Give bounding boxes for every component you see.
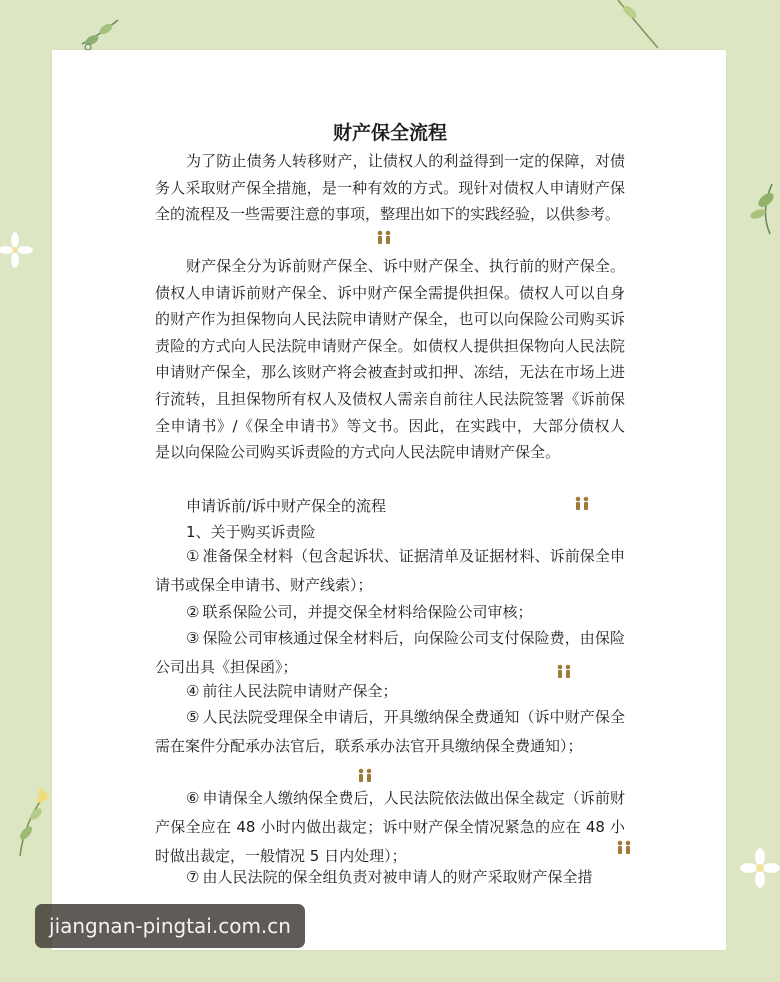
leaf-sprig-icon xyxy=(608,0,668,50)
step-text: 准备保全材料（包含起诉状、证据清单及证据材料、诉前保全申请书或保全申请书、财产线索）； xyxy=(155,547,625,595)
document-title: 财产保全流程 xyxy=(332,122,447,144)
step-text: 申请保全人缴纳保全费后，人民法院依法做出保全裁定（诉前财产保全应在 48 小时内做出裁定；诉中财产保全情况紧急的应在 48 小时做出裁定，一般情况 5 日内处理）； xyxy=(155,789,625,866)
step-item xyxy=(155,784,625,872)
watermark-label: jiangnan-pingtai.com.cn xyxy=(35,904,305,948)
intro-paragraph: 为了防止债务人转移财产，让债权人的利益得到一定的保障，对债务人采取财产保全措施，是一种有效的方式。现针对债权人申请财产保全的流程及一些需要注意的事项，整理出如下的实践经验，以供参考。 xyxy=(155,152,625,224)
step-item xyxy=(155,703,625,761)
step-number: ⑦ xyxy=(186,868,200,886)
step-item xyxy=(155,624,625,682)
people-icon xyxy=(556,664,572,678)
leaf-sprig-icon xyxy=(78,14,126,54)
people-icon xyxy=(574,496,590,510)
step-item xyxy=(155,863,625,892)
flower-icon xyxy=(0,230,34,270)
section-heading: 申请诉前/诉中财产保全的流程 xyxy=(186,497,387,515)
step-item xyxy=(155,598,625,627)
step-item xyxy=(155,677,625,706)
step-number: ③ xyxy=(186,629,200,647)
step-number: ② xyxy=(186,603,200,621)
step-number: ⑤ xyxy=(186,708,200,726)
step-number: ① xyxy=(186,547,200,565)
leaf-sprig-icon xyxy=(740,176,780,236)
overview-paragraph: 财产保全分为诉前财产保全、诉中财产保全、执行前的财产保全。债权人申请诉前财产保全、诉中财产保全需提供担保。债权人可以自身的财产作为担保物向人民法院申请财产保全，也可以向保险公司购买诉责险的方式向人民法院申请财产保全。如债权人提供担保物向人民法院申请财产保全，那么该财产将会被查封或扣押、冻结，无法在市场上进行流转，且担保物所有权人及债权人需亲自前往人民法院签署《诉前保全申请书》/《保全申请书》等文书。因此，在实践中，大部分债权人是以向保险公司购买诉责险的方式向人民法院申请财产保全。 xyxy=(155,257,625,462)
step-text: 由人民法院的保全组负责对被申请人的财产采取财产保全措 xyxy=(202,868,593,886)
people-icon xyxy=(376,230,392,244)
step-text: 前往人民法院申请财产保全； xyxy=(202,682,398,700)
step-number: ⑥ xyxy=(186,789,200,807)
people-icon xyxy=(616,840,632,854)
subsection-heading: 1、关于购买诉责险 xyxy=(186,523,316,541)
step-item xyxy=(155,542,625,600)
step-text: 联系保险公司，并提交保全材料给保险公司审核； xyxy=(202,603,533,621)
people-icon xyxy=(357,768,373,782)
leaf-sprig-icon xyxy=(10,778,56,858)
flower-icon xyxy=(740,846,780,890)
step-text: 人民法院受理保全申请后，开具缴纳保全费通知（诉中财产保全需在案件分配承办法官后，联系承办法官开具缴纳保全费通知）； xyxy=(155,708,625,756)
step-text: 保险公司审核通过保全材料后，向保险公司支付保险费，由保险公司出具《担保函》； xyxy=(155,629,625,677)
step-number: ④ xyxy=(186,682,200,700)
